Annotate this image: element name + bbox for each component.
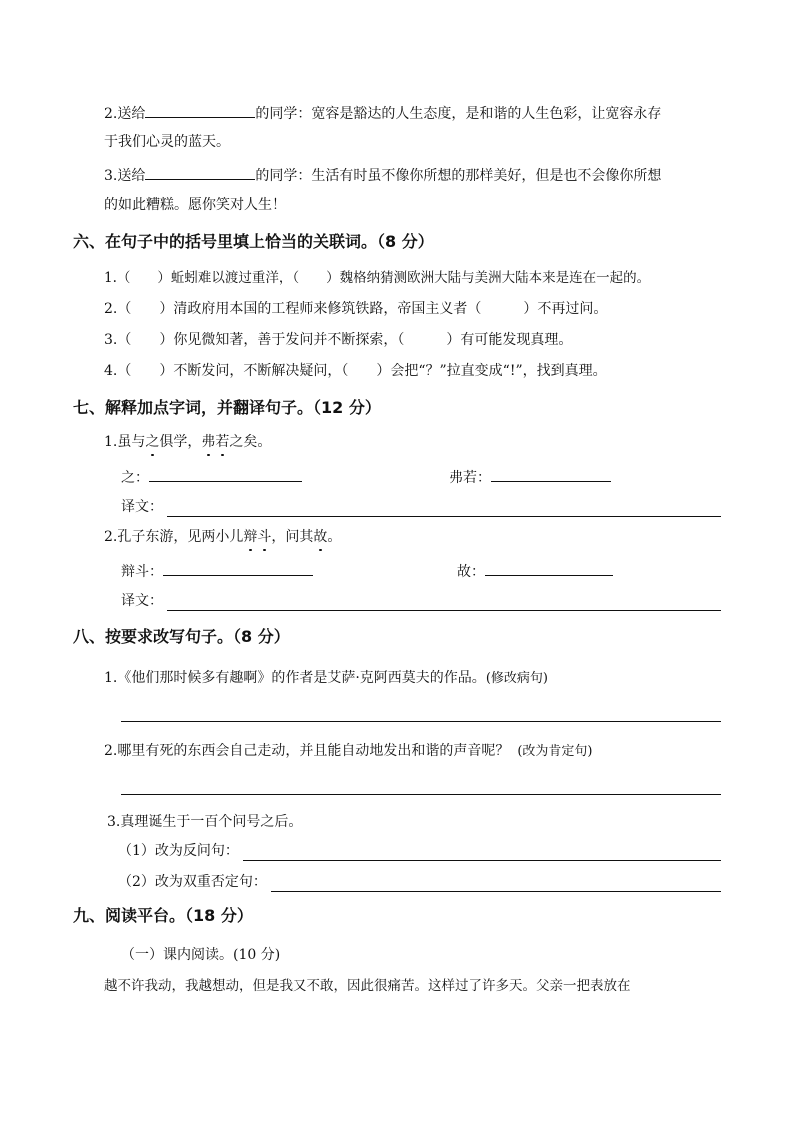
section-9-title: 九、阅读平台。（18 分） <box>73 906 253 925</box>
section-6-title: 六、在句子中的括号里填上恰当的关联词。（8 分） <box>73 232 434 251</box>
answer-line[interactable] <box>121 721 721 722</box>
s8-q3-double-negative: （2）改为双重否定句： <box>118 872 721 892</box>
answer-blank[interactable] <box>149 467 302 482</box>
answer-blank[interactable] <box>485 561 613 576</box>
s5-item3-line2: 的如此糟糕。愿你笑对人生！ <box>104 197 286 213</box>
s7-q2-sentence: 2.孔子东游，见两小儿辩斗，问其故。 <box>104 529 342 545</box>
dotted-char: 弗 <box>201 434 216 450</box>
section-7-title: 七、解释加点字词，并翻译句子。（12 分） <box>73 398 381 417</box>
answer-line[interactable] <box>121 794 721 795</box>
answer-blank[interactable] <box>491 467 611 482</box>
s8-q3: 3.真理诞生于一百个问号之后。 <box>107 814 303 830</box>
answer-line[interactable] <box>243 846 721 861</box>
section-8-title: 八、按要求改写句子。（8 分） <box>73 627 290 646</box>
s7-q1-answer-zhi: 之： <box>121 467 302 488</box>
s8-q1: 1.《他们那时候多有趣啊》的作者是艾萨·克阿西莫夫的作品。(修改病句) <box>104 670 548 686</box>
answer-blank[interactable] <box>163 561 313 576</box>
s6-item1: 1.（ ）蚯蚓难以渡过重洋，（ ）魏格纳猜测欧洲大陆与美洲大陆本来是连在一起的。 <box>104 270 651 286</box>
dotted-char: 之 <box>145 434 160 450</box>
s6-item4: 4.（ ）不断发问，不断解决疑问，（ ）会把“？”拉直变成“!”，找到真理。 <box>104 363 607 379</box>
dotted-char: 辩 <box>243 529 258 545</box>
answer-line[interactable] <box>271 877 721 892</box>
s9-passage: 越不许我动，我越想动，但是我又不敢，因此很痛苦。这样过了许多天。父亲一把表放在 <box>104 978 631 994</box>
s7-q1-translation: 译文： <box>121 497 721 517</box>
s9-subsection: （一）课内阅读。(10 分) <box>121 947 281 963</box>
instruction-note: (改为肯定句) <box>517 744 593 759</box>
s8-q3-rhetorical: （1）改为反问句： <box>118 841 721 861</box>
s6-item3: 3.（ ）你见微知著，善于发问并不断探索，（ ）有可能发现真理。 <box>104 332 573 348</box>
s5-item2-line2: 于我们心灵的蓝天。 <box>104 134 230 150</box>
answer-line[interactable] <box>167 596 721 611</box>
instruction-note: (修改病句) <box>485 671 548 686</box>
s8-q2: 2.哪里有死的东西会自己走动，并且能自动地发出和谐的声音呢？ (改为肯定句) <box>104 743 593 759</box>
s7-q2-answer-gu: 故： <box>457 561 613 582</box>
dotted-char: 斗 <box>257 529 272 545</box>
answer-blank[interactable] <box>145 165 255 180</box>
s5-item2-line1: 2.送给 的同学：宽容是豁达的人生态度，是和谐的人生色彩，让宽容永存 <box>104 103 661 124</box>
s5-item3-line1: 3.送给 的同学：生活有时虽不像你所想的那样美好，但是也不会像你所想 <box>104 165 661 186</box>
s7-q2-translation: 译文： <box>121 591 721 611</box>
answer-line[interactable] <box>167 502 721 517</box>
s7-q1-answer-fuoruo: 弗若： <box>449 467 611 488</box>
s6-item2: 2.（ ）清政府用本国的工程师来修筑铁路，帝国主义者（ ）不再过问。 <box>104 301 608 317</box>
dotted-char: 若 <box>215 434 230 450</box>
s7-q2-answer-biandou: 辩斗： <box>121 561 313 582</box>
s7-q1-sentence: 1.虽与之俱学，弗若之矣。 <box>104 434 272 450</box>
answer-blank[interactable] <box>145 103 255 118</box>
dotted-char: 故 <box>313 529 328 545</box>
